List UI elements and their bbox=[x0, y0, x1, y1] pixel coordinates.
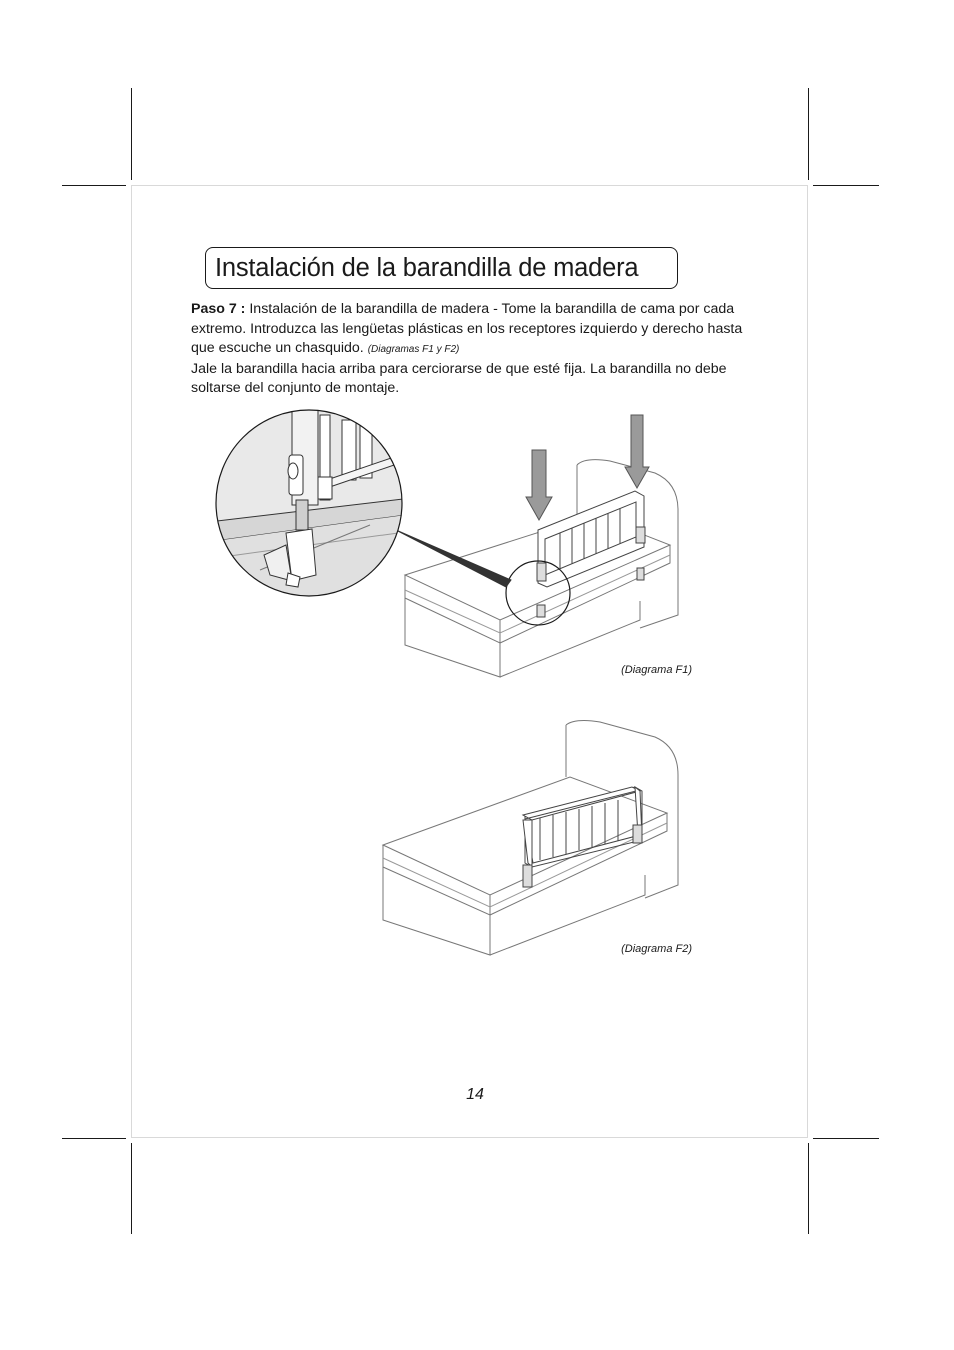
crop-mark bbox=[813, 185, 879, 186]
diagram-f1-caption: (Diagrama F1) bbox=[621, 664, 692, 676]
step-text-1: Instalación de la barandilla de madera - Tome la barandilla de cama por cada extremo. Introduzca las lengüetas plásticas en los receptores izquierdo y derecho hasta que escuche un chasquido. bbox=[191, 301, 743, 356]
crop-mark bbox=[62, 185, 126, 186]
diagram-f1 bbox=[200, 405, 700, 690]
instruction-paragraph-2: Jale la barandilla hacia arriba para cerciorarse de que esté fija. La barandilla no debe soltarse del conjunto de montaje. bbox=[191, 360, 727, 396]
crop-mark bbox=[131, 1143, 132, 1234]
crop-mark bbox=[813, 1138, 879, 1139]
closeup-detail bbox=[200, 405, 420, 605]
crop-mark bbox=[808, 1143, 809, 1234]
instruction-paragraph-1 bbox=[191, 300, 759, 360]
page-number: 14 bbox=[466, 1086, 484, 1103]
instructions bbox=[191, 300, 759, 399]
crop-mark bbox=[808, 88, 809, 180]
diagram-reference: (Diagramas F1 y F2) bbox=[367, 344, 460, 355]
crop-mark bbox=[62, 1138, 126, 1139]
diagram-f2-caption: (Diagrama F2) bbox=[621, 943, 692, 955]
crop-mark bbox=[131, 88, 132, 180]
section-title-box bbox=[205, 247, 678, 289]
step-label: Paso 7 : bbox=[191, 301, 246, 317]
section-title: Instalación de la barandilla de madera bbox=[215, 253, 639, 282]
diagram-f2 bbox=[370, 715, 690, 960]
